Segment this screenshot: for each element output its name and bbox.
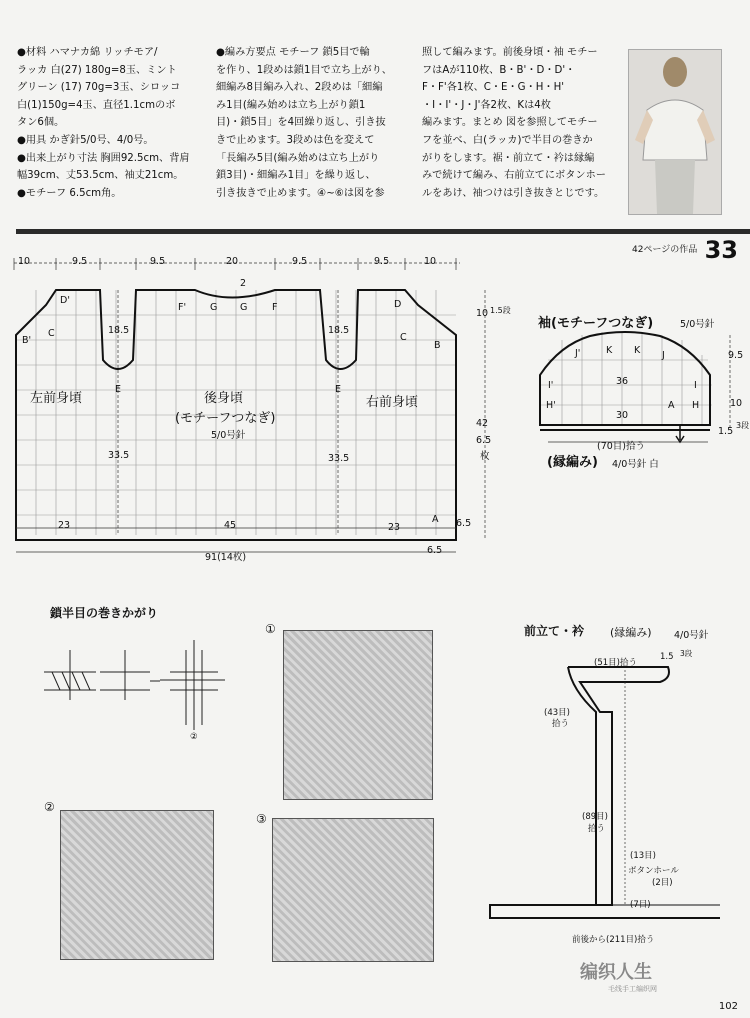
text-line: グリーン (17) 70g=3玉、シロッコ (17, 82, 181, 94)
bottom-dim-mid: 45 (224, 520, 237, 531)
placket-pickup-43: (43目) (544, 708, 570, 718)
placket-pickup-89: (89目) (582, 812, 608, 822)
crochet-photo-step-2 (60, 810, 214, 960)
crochet-photo-step-3 (272, 818, 434, 962)
sleeve-dim-3: 3段 (736, 421, 750, 430)
sleeve-edging-needle: 4/0号針 白 (612, 459, 659, 470)
placket-13: (13目) (630, 851, 656, 861)
cell-label: D' (60, 295, 70, 306)
text-line: ルをあけ、袖つけは引き抜きとじです。 (422, 187, 605, 199)
crochet-photo-step-1 (283, 630, 433, 800)
sleeve-edging: (縁編み) (547, 455, 598, 470)
sleeve-dim-15: 1.5 (718, 426, 734, 437)
sleeve-cell: I (694, 380, 697, 391)
cell-label: E (335, 384, 342, 395)
placket-pickup-51: (51目)拾う (594, 658, 637, 668)
text-line: F・F'各1枚、C・E・G・H・H' (422, 82, 565, 94)
watermark: 编织人生 (580, 962, 652, 983)
cell-label: C (48, 328, 55, 339)
cell-label: C (400, 332, 407, 343)
cell-label: A (432, 514, 439, 525)
text-line: を作り、1段めは鎖1目で立ち上がり、 (216, 64, 392, 76)
sleeve-cell: J (662, 350, 665, 361)
whip-title: 鎖半目の巻きかがり (50, 606, 159, 620)
text-line: ラッカ 白(27) 180g=8玉、ミント (17, 64, 177, 76)
placket-needle: 4/0号針 (674, 630, 709, 641)
sleeve-cell: K (634, 345, 641, 356)
placket-title-sub: (縁編み) (610, 626, 652, 639)
armhole-left-dim: 18.5 (108, 325, 130, 336)
sleeve-pickup: (70目)拾う (597, 441, 646, 452)
text-line: みで続けて編み、右前立てにボタンホー (422, 170, 606, 182)
text-line: フはAが110枚、B・B'・D・D'・ (422, 64, 576, 76)
text-line: ・I・I'・J・J'各2枚、Kは4枚 (422, 99, 551, 111)
whip-small-number: ② (190, 732, 198, 742)
dim-top-4: 20 (226, 256, 239, 267)
step-1-number: ① (265, 622, 276, 636)
sleeve-cell: H' (546, 400, 556, 411)
right-dim-pieces: 枚 (480, 451, 490, 462)
side-right-dim: 33.5 (328, 453, 350, 464)
right-dim-65: 6.5 (476, 435, 492, 446)
back-needle-label: 5/0号針 (211, 430, 246, 441)
dim-neck-drop: 2 (240, 278, 247, 289)
text-line: 編みます。まとめ 図を参照してモチー (422, 117, 598, 129)
cell-label: B (434, 340, 441, 351)
sleeve-cell: K (606, 345, 613, 356)
sleeve-cell: J' (575, 348, 581, 359)
watermark-sub: 毛线手工编织网 (608, 985, 657, 993)
text-line: ●出来上がり寸法 胸囲92.5cm、背肩 (17, 152, 190, 164)
sleeve-dim-30: 30 (616, 410, 629, 421)
sleeve-title: 袖(モチーフつなぎ) (538, 316, 654, 331)
text-line: がりをします。裾・前立て・衿は縁編 (422, 152, 595, 164)
placket-7: (7目) (630, 900, 651, 910)
sleeve-cell: A (668, 400, 675, 411)
right-front-label: 右前身頃 (366, 395, 419, 410)
text-line: 引き抜きで止めます。④~⑥は図を参 (216, 187, 385, 199)
text-line: 目)・鎖5目」を4回繰り返し、引き抜 (216, 117, 386, 129)
dim-top-6: 9.5 (374, 256, 390, 267)
text-line: ●材料 ハマナカ綿 リッチモア/ (17, 47, 158, 58)
text-line: み1目(編み始めは立ち上がり鎖1 (216, 99, 366, 111)
sleeve-dim-36: 36 (616, 376, 629, 387)
placket-dim-3: 3段 (680, 649, 693, 658)
hem-dim-2: 6.5 (427, 545, 443, 556)
text-line: 「長編み5目(編み始めは立ち上がり (216, 152, 380, 164)
text-line: 白(1)150g=4玉、直径1.1cmのボ (17, 99, 176, 111)
sleeve-needle: 5/0号針 (680, 319, 715, 330)
back-label: 後身頃 (204, 391, 244, 406)
placket-bottom-pickup: 前後から(211目)拾う (572, 935, 655, 945)
dim-top-1: 10 (18, 256, 31, 267)
side-left-dim: 33.5 (108, 450, 130, 461)
dim-top-7: 10 (424, 256, 437, 267)
text-line: 細編み8目編み入れ、2段めは「細編 (216, 82, 383, 94)
text-line: 鎖3目)・細編み1目」を繰り返し、 (216, 170, 376, 182)
page-tag: 33 (704, 236, 738, 264)
placket-dim-15: 1.5 (660, 652, 674, 662)
bottom-dim-left: 23 (58, 520, 71, 531)
hem-dim: 6.5 (456, 518, 472, 529)
text-line: タン6個。 (17, 117, 65, 129)
placket-pickup-89-b: 拾う (588, 824, 606, 834)
text-line: フを並べ、白(ラッカ)で半目の巻きか (422, 134, 593, 146)
text-line: 幅39cm、丈53.5cm、袖丈21cm。 (17, 170, 184, 182)
text-line: ●モチーフ 6.5cm角。 (17, 187, 122, 199)
text-line: きで止めます。3段めは色を変えて (216, 134, 375, 146)
cell-label: G (240, 302, 248, 313)
left-front-label: 左前身頃 (30, 391, 83, 406)
bottom-total-dim: 91(14枚) (205, 552, 247, 563)
step-2-number: ② (44, 800, 55, 814)
text-line: ●用具 かぎ針5/0号、4/0号。 (17, 134, 154, 146)
placket-buttonhole-2: (2目) (652, 878, 673, 888)
cell-label: E (115, 384, 122, 395)
bottom-dim-right: 23 (388, 522, 401, 533)
placket-buttonhole: ボタンホール (628, 866, 679, 876)
right-dim-15: 1.5段 (490, 306, 511, 315)
dim-top-2: 9.5 (72, 256, 88, 267)
right-dim-42: 42 (476, 418, 489, 429)
cell-label: D (394, 299, 402, 310)
armhole-right-dim: 18.5 (328, 325, 350, 336)
page-note: 42ページの作品 (632, 245, 698, 255)
sleeve-dim-10: 10 (730, 398, 743, 409)
text-line: ●編み方要点 モチーフ 鎖5目で輪 (216, 47, 370, 58)
cell-label: F (272, 302, 278, 313)
placket-outline (490, 667, 720, 918)
cell-label: F' (178, 302, 187, 313)
text-line: 照して編みます。前後身頃・袖 モチー (422, 47, 598, 58)
whip-diagram-small (44, 640, 225, 730)
dim-top-5: 9.5 (292, 256, 308, 267)
placket-title: 前立て・衿 (524, 624, 585, 638)
cell-label: B' (22, 335, 32, 346)
cell-label: G (210, 302, 218, 313)
back-sub-label: (モチーフつなぎ) (175, 411, 276, 426)
step-3-number: ③ (256, 812, 267, 826)
sleeve-cell: H (692, 400, 700, 411)
dim-top-3: 9.5 (150, 256, 166, 267)
placket-pickup-43-b: 拾う (552, 719, 570, 729)
page-number: 102 (718, 1001, 738, 1012)
sleeve-cell: I' (548, 380, 554, 391)
sleeve-dim-95: 9.5 (728, 350, 744, 361)
right-dim-10: 10 (476, 308, 489, 319)
